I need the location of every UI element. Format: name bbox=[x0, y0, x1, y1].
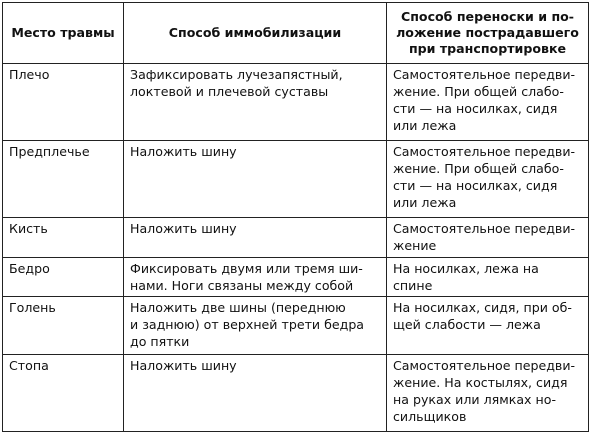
cell-immobilization: Наложить две шины (переднюю и заднюю) от верхней трети бедра до пятки bbox=[124, 297, 387, 355]
table-row bbox=[3, 257, 589, 297]
cell-transport: На носилках, лежа на спине bbox=[387, 257, 589, 297]
header-injury-place: Место травмы bbox=[3, 3, 124, 64]
injury-immobilization-table bbox=[2, 2, 589, 432]
cell-immobilization: Наложить шину bbox=[124, 218, 387, 258]
cell-transport: На носилках, сидя, при об- щей слабости — лежа bbox=[387, 297, 589, 355]
cell-injury-place: Предплечье bbox=[3, 141, 124, 218]
cell-transport: Самостоятельное передви- жение. При общей слабо- сти — на носилках, сидя или лежа bbox=[387, 141, 589, 218]
cell-immobilization: Наложить шину bbox=[124, 141, 387, 218]
table-row bbox=[3, 218, 589, 258]
cell-injury-place: Плечо bbox=[3, 64, 124, 141]
cell-immobilization: Фиксировать двумя или тремя ши- нами. Ноги связаны между собой bbox=[124, 257, 387, 297]
cell-transport: Самостоятельное передви- жение bbox=[387, 218, 589, 258]
cell-injury-place: Кисть bbox=[3, 218, 124, 258]
table-row bbox=[3, 297, 589, 355]
cell-immobilization: Зафиксировать лучезапястный, локтевой и плечевой суставы bbox=[124, 64, 387, 141]
cell-immobilization: Наложить шину bbox=[124, 354, 387, 431]
header-transport-method: Способ переноски и по- ложение пострадавшего при транспортировке bbox=[387, 3, 589, 64]
cell-injury-place: Стопа bbox=[3, 354, 124, 431]
table-row bbox=[3, 354, 589, 431]
table-row bbox=[3, 141, 589, 218]
table-row bbox=[3, 64, 589, 141]
cell-transport: Самостоятельное передви- жение. При общей слабо- сти — на носилках, сидя или лежа bbox=[387, 64, 589, 141]
header-immobilization-method: Способ иммобилизации bbox=[124, 3, 387, 64]
cell-transport: Самостоятельное передви- жение. На костылях, сидя на руках или лямках но- сильщиков bbox=[387, 354, 589, 431]
cell-injury-place: Голень bbox=[3, 297, 124, 355]
cell-injury-place: Бедро bbox=[3, 257, 124, 297]
table-header-row bbox=[3, 3, 589, 64]
